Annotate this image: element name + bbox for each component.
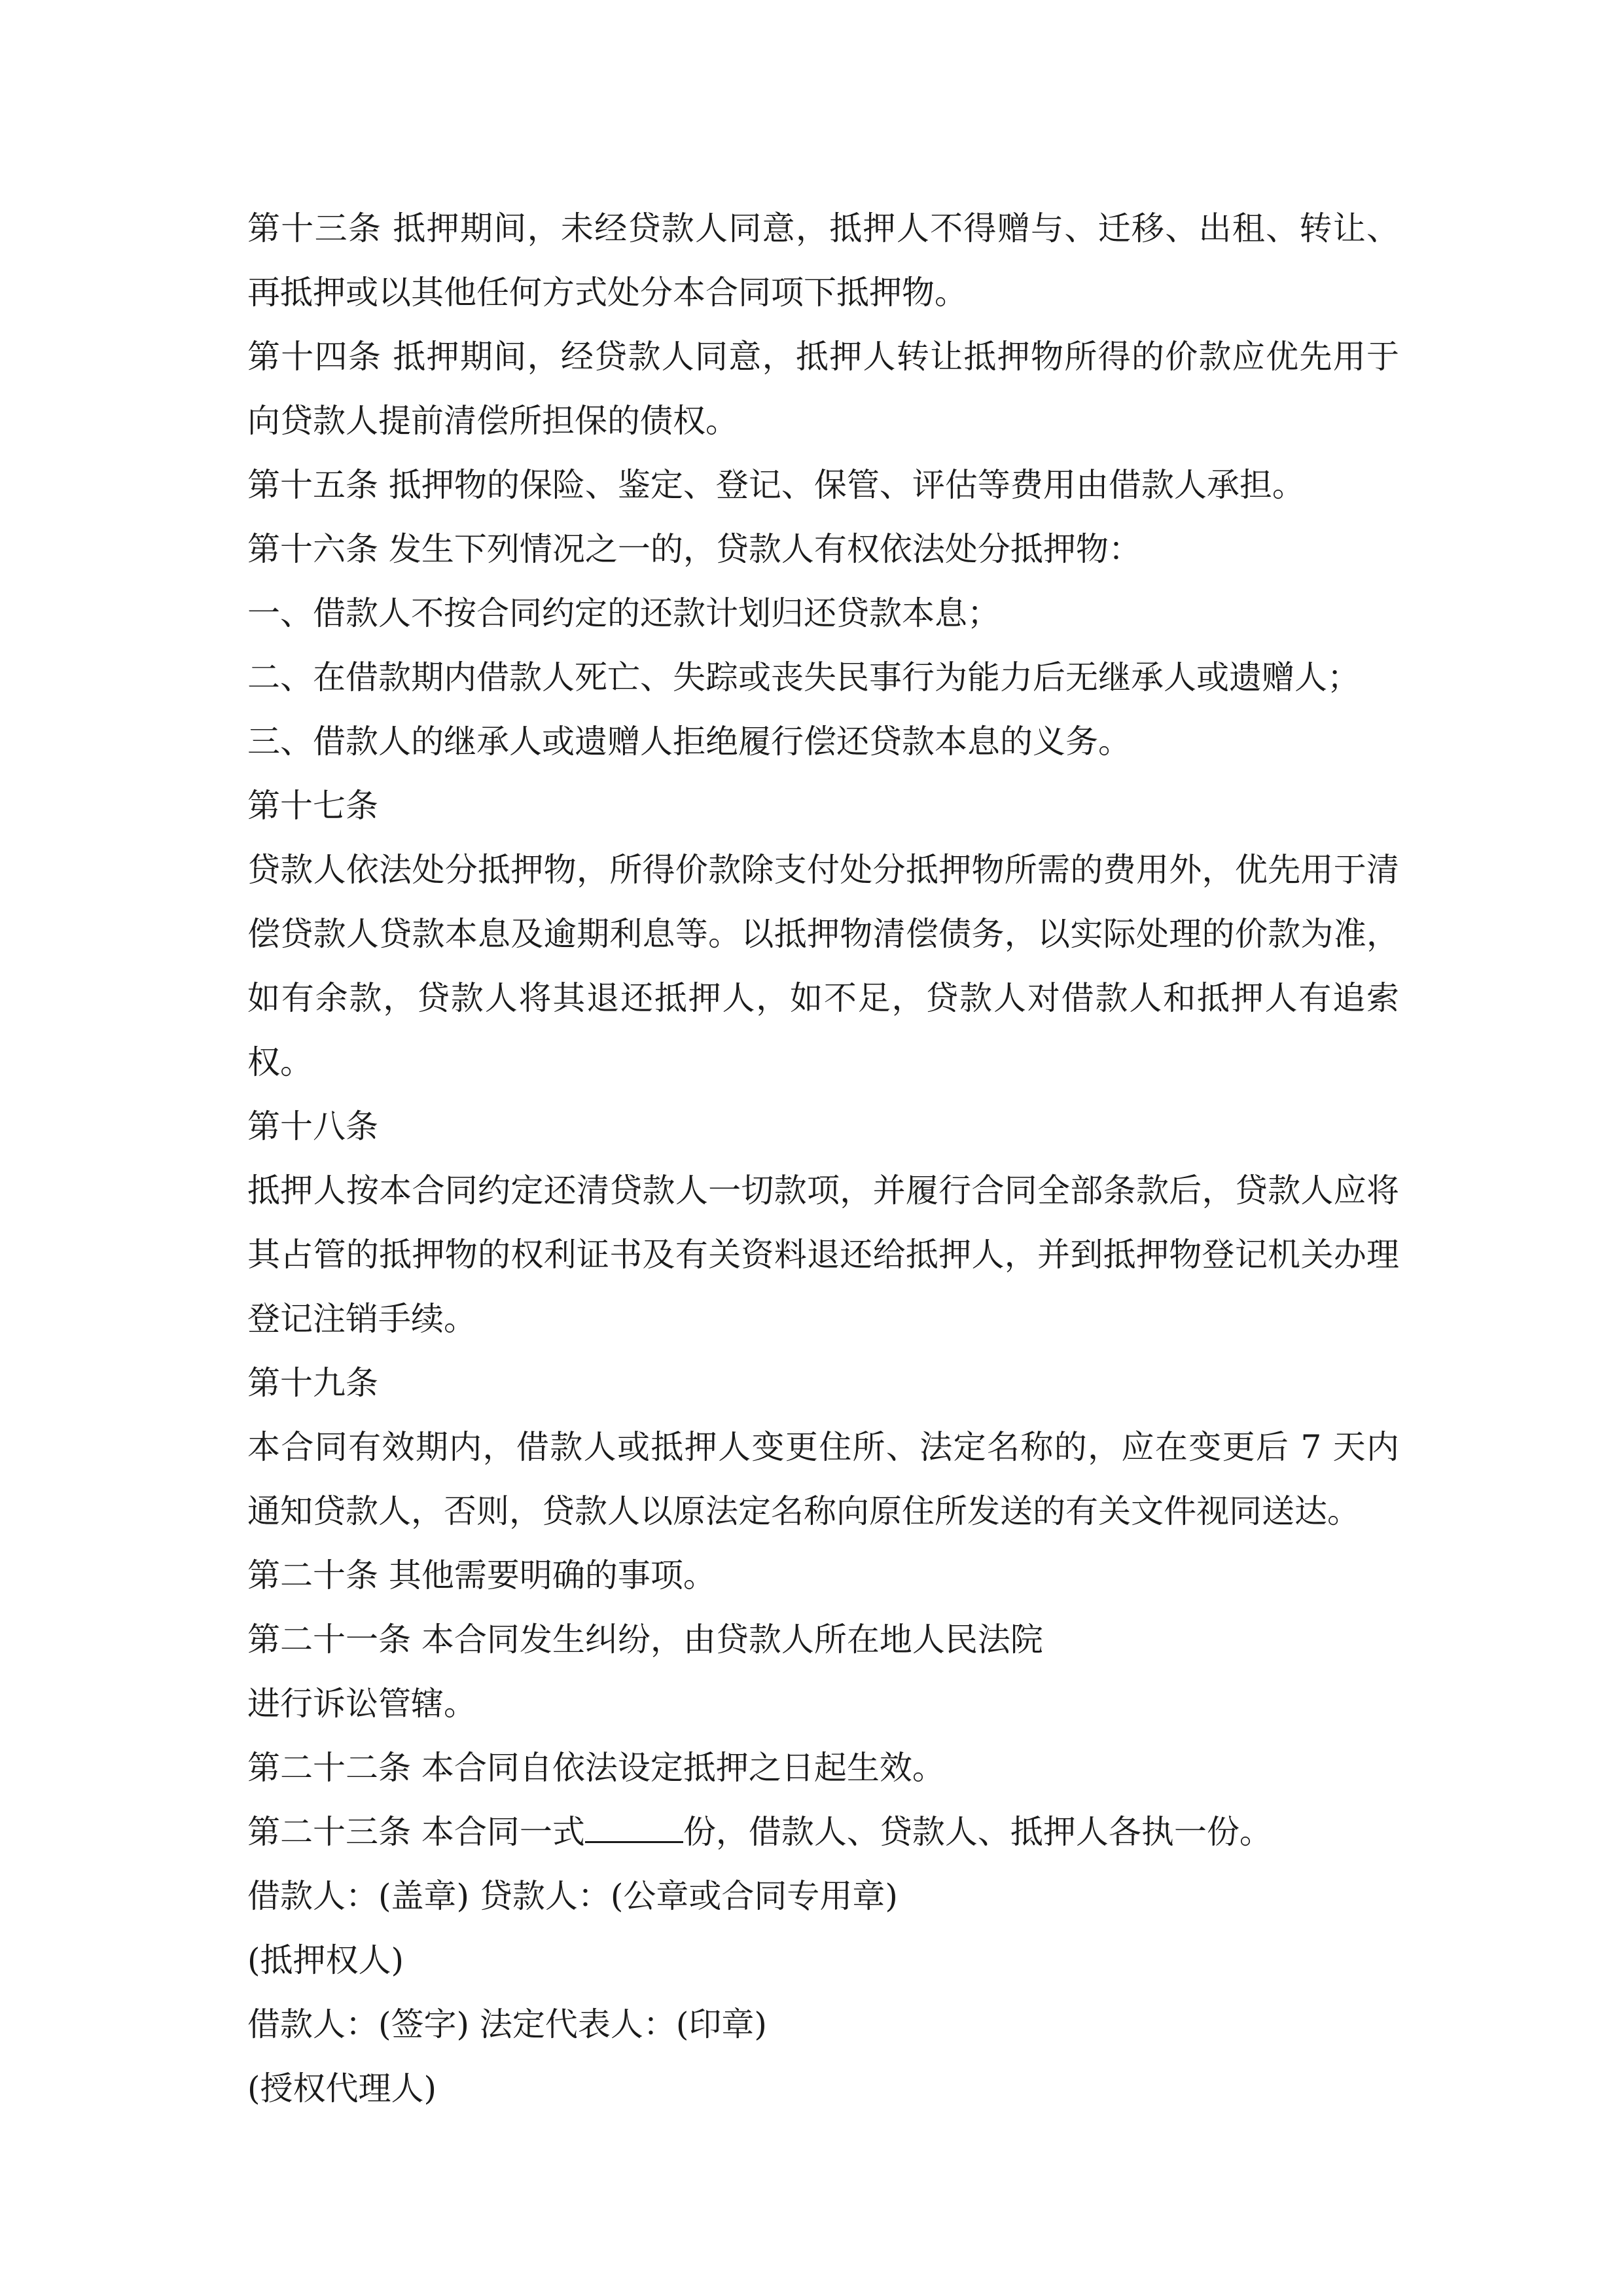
clause-16-item-1: 一、借款人不按合同约定的还款计划归还贷款本息； <box>247 594 1000 632</box>
clause-16: 第十六条 发生下列情况之一的，贷款人有权依法处分抵押物： <box>247 530 1141 568</box>
document-body <box>247 196 1399 2121</box>
signature-line-mortgagee: (抵押权人) <box>247 1941 404 1979</box>
clause-14: 第十四条 抵押期间，经贷款人同意，抵押人转让抵押物所得的价款应优先用于向贷款人提前清偿所担保的债权。 <box>247 338 1399 440</box>
clause-18-body: 抵押人按本合同约定还清贷款人一切款项，并履行合同全部条款后，贷款人应将其占管的抵押物的权利证书及有关资料退还给抵押人，并到抵押物登记机关办理登记注销手续。 <box>247 1172 1399 1338</box>
clause-16-item-2: 二、在借款期内借款人死亡、失踪或丧失民事行为能力后无继承人或遗赠人； <box>247 658 1360 696</box>
signature-line-borrower-sign: 借款人：(签字) 法定代表人：(印章) <box>247 2005 767 2043</box>
clause-23 <box>247 1800 1399 1864</box>
clause-19-heading: 第十九条 <box>247 1364 378 1402</box>
clause-20: 第二十条 其他需要明确的事项。 <box>247 1556 716 1594</box>
clause-18-heading: 第十八条 <box>247 1107 378 1145</box>
clause-17-body: 贷款人依法处分抵押物，所得价款除支付处分抵押物所需的费用外，优先用于清偿贷款人贷款本息及逾期利息等。以抵押物清偿债务，以实际处理的价款为准，如有余款，贷款人将其退还抵押人，如不足，贷款人对借款人和抵押人有追索权。 <box>247 851 1399 1081</box>
copies-blank <box>585 1812 683 1843</box>
clause-15: 第十五条 抵押物的保险、鉴定、登记、保管、评估等费用由借款人承担。 <box>247 466 1305 504</box>
clause-13: 第十三条 抵押期间，未经贷款人同意，抵押人不得赠与、迁移、出租、转让、再抵押或以其他任何方式处分本合同项下抵押物。 <box>247 209 1399 312</box>
signature-line-agent: (授权代理人) <box>247 2070 437 2108</box>
clause-21-continued: 进行诉讼管辖。 <box>247 1685 476 1723</box>
signature-line-borrower-seal: 借款人：(盖章) 贷款人：(公章或合同专用章) <box>247 1877 898 1915</box>
clause-16-item-3: 三、借款人的继承人或遗赠人拒绝履行偿还贷款本息的义务。 <box>247 723 1131 761</box>
clause-21: 第二十一条 本合同发生纠纷，由贷款人所在地人民法院 <box>247 1621 1043 1659</box>
clause-22: 第二十二条 本合同自依法设定抵押之日起生效。 <box>247 1749 945 1787</box>
clause-23-before-blank: 第二十三条 本合同一式 <box>247 1813 585 1851</box>
clause-23-after-blank: 份，借款人、贷款人、抵押人各执一份。 <box>683 1813 1272 1851</box>
clause-19-body: 本合同有效期内，借款人或抵押人变更住所、法定名称的，应在变更后 7 天内通知贷款人，否则，贷款人以原法定名称向原住所发送的有关文件视同送达。 <box>247 1428 1399 1530</box>
clause-17-heading: 第十七条 <box>247 787 378 825</box>
